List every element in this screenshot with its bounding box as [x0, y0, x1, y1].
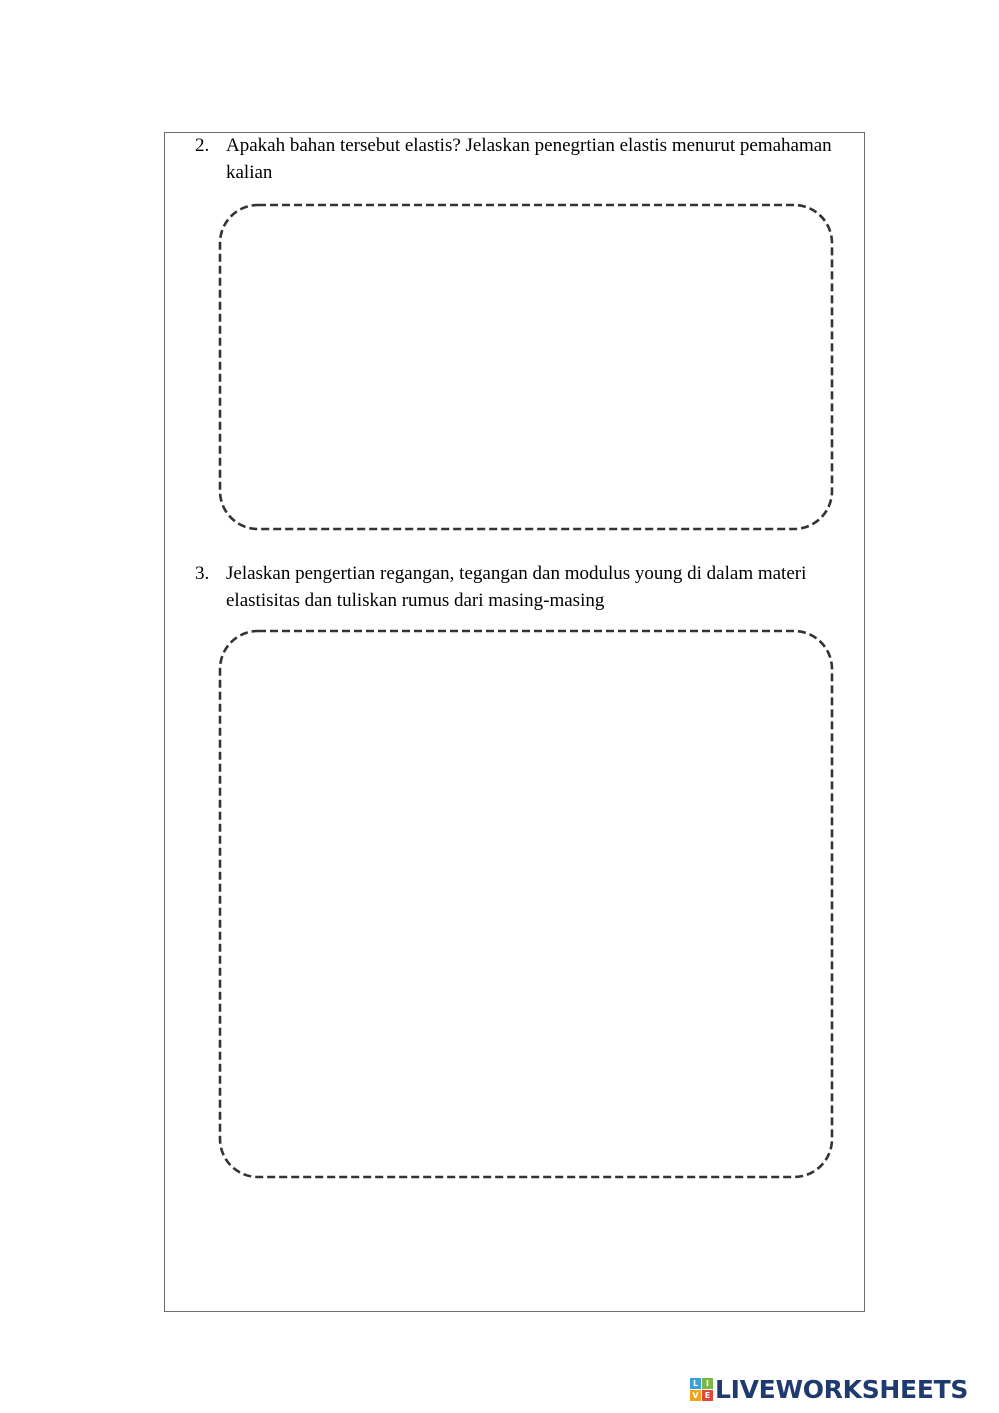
logo-mark-icon — [690, 1378, 713, 1401]
liveworksheets-logo — [690, 1373, 968, 1405]
answer-box-2[interactable] — [218, 203, 836, 533]
question-2 — [195, 132, 850, 186]
question-2-text: Apakah bahan tersebut elastis? Jelaskan penegrtian elastis menurut pemahaman kalian — [226, 135, 832, 183]
logo-mark-letter-v: V — [690, 1390, 701, 1401]
question-2-number: 2. — [195, 135, 210, 156]
question-3 — [195, 560, 850, 614]
logo-mark-letter-e: E — [702, 1390, 713, 1401]
question-3-text: Jelaskan pengertian regangan, tegangan dan modulus young di dalam materi elastisitas dan tuliskan rumus dari masing-masing — [226, 563, 807, 611]
logo-text: LIVEWORKSHEETS — [715, 1374, 969, 1404]
logo-mark-letter-l: L — [690, 1378, 701, 1389]
question-3-number: 3. — [195, 563, 210, 584]
answer-box-3[interactable] — [218, 629, 836, 1181]
answer-box-3-border — [218, 629, 836, 1181]
answer-box-2-border — [218, 203, 836, 533]
logo-mark-letter-i: I — [702, 1378, 713, 1389]
